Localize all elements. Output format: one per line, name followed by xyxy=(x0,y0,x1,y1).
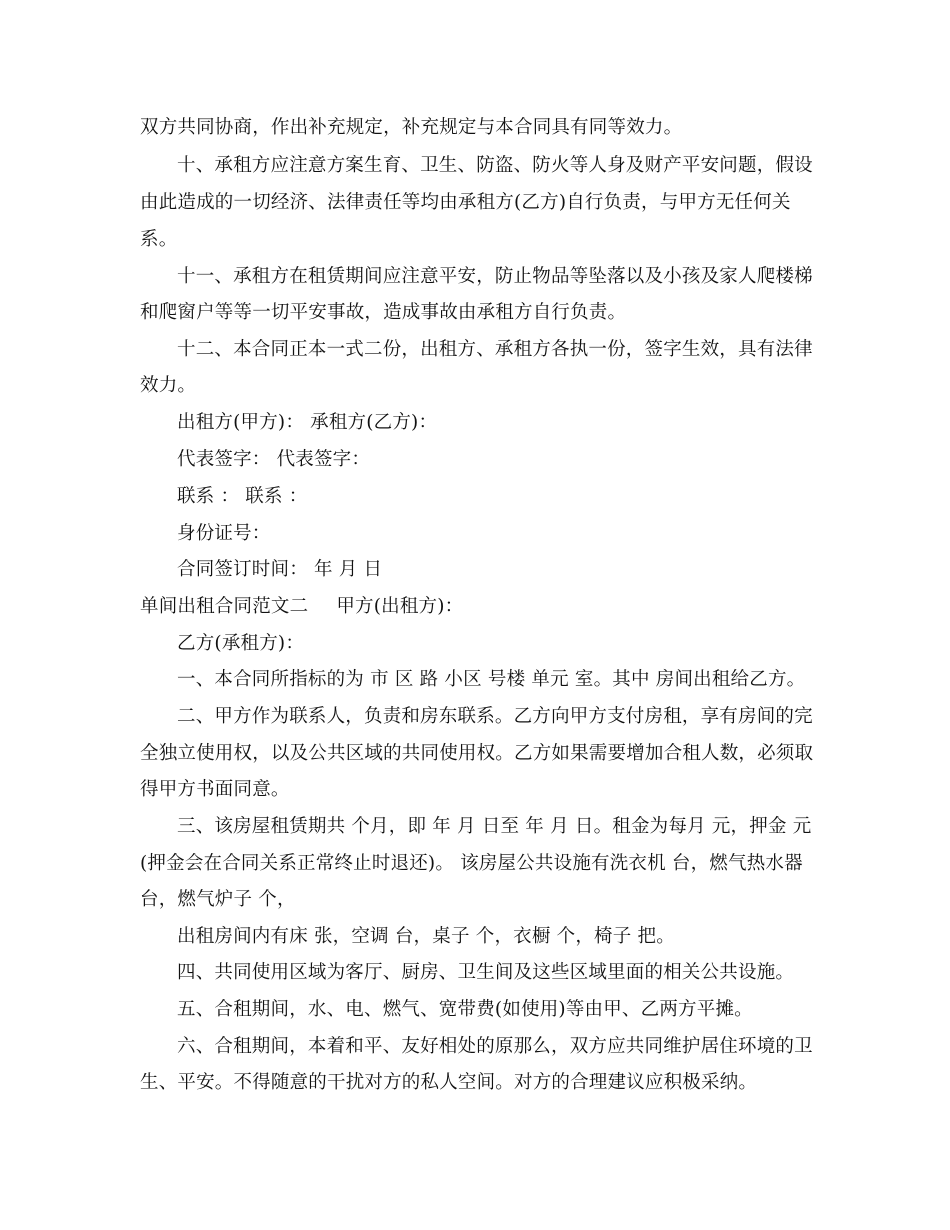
article-6-line-1: 六、合租期间，本着和平、友好相处的原那么，双方应共同维护居住环境的卫 xyxy=(177,1036,813,1057)
article-3-line-4: 出租房间内有床 张，空调 台，桌子 个，衣橱 个，椅子 把。 xyxy=(177,926,675,947)
signature-parties: 出租方(甲方)： 承租方(乙方)： xyxy=(177,412,438,433)
clause-11-line-1: 十一、承租方在租赁期间应注意平安，防止物品等坠落以及小孩及家人爬楼梯 xyxy=(177,266,813,287)
signature-representatives: 代表签字： 代表签字： xyxy=(177,449,371,470)
section-title-line xyxy=(140,594,463,620)
article-1: 一、本合同所指标的为 市 区 路 小区 号楼 单元 室。其中 房间出租给乙方。 xyxy=(177,669,806,690)
clause-12-line-1: 十二、本合同正本一式二份，出租方、承租方各执一份，签字生效，具有法律 xyxy=(177,339,813,360)
signature-date: 合同签订时间： 年 月 日 xyxy=(177,559,383,580)
clause-11-line-2: 和爬窗户等等一切平安事故，造成事故由承租方自行负责。 xyxy=(140,302,627,323)
clause-10-line-3: 系。 xyxy=(140,229,178,250)
article-6-line-2: 生、平安。不得随意的干扰对方的私人空间。对方的合理建议应积极采纳。 xyxy=(140,1072,758,1093)
clause-12-line-2: 效力。 xyxy=(140,375,197,396)
text-line-1: 双方共同协商，作出补充规定，补充规定与本合同具有同等效力。 xyxy=(140,117,683,138)
article-3-line-1: 三、该房屋租赁期共 个月，即 年 月 日至 年 月 日。租金为每月 元，押金 元 xyxy=(177,816,812,837)
clause-10-line-2: 由此造成的一切经济、法律责任等均由承租方(乙方)自行负责，与甲方无任何关 xyxy=(140,192,791,213)
signature-contact: 联系 ： 联系 ： xyxy=(177,486,308,507)
article-4: 四、共同使用区域为客厅、厨房、卫生间及这些区域里面的相关公共设施。 xyxy=(177,962,795,983)
party-a-label: 甲方(出租方)： xyxy=(336,596,464,617)
signature-id-number: 身份证号： xyxy=(177,523,271,544)
article-3-line-2: (押金会在合同关系正常终止时退还)。 该房屋公共设施有洗衣机 台，燃气热水器 xyxy=(140,853,803,874)
article-2-line-3: 得甲方书面同意。 xyxy=(140,779,290,800)
article-2-line-1: 二、甲方作为联系人，负责和房东联系。乙方向甲方支付房租，享有房间的完 xyxy=(177,706,813,727)
article-5: 五、合租期间，水、电、燃气、宽带费(如使用)等由甲、乙两方平摊。 xyxy=(177,999,753,1020)
article-3-line-3: 台，燃气炉子 个， xyxy=(140,889,296,910)
section-title: 单间出租合同范文二 xyxy=(140,596,309,617)
clause-10-line-1: 十、承租方应注意方案生育、卫生、防盗、防火等人身及财产平安问题，假设 xyxy=(177,155,813,176)
article-2-line-2: 全独立使用权，以及公共区域的共同使用权。乙方如果需要增加合租人数，必须取 xyxy=(140,743,814,764)
party-b-label: 乙方(承租方)： xyxy=(177,633,305,654)
